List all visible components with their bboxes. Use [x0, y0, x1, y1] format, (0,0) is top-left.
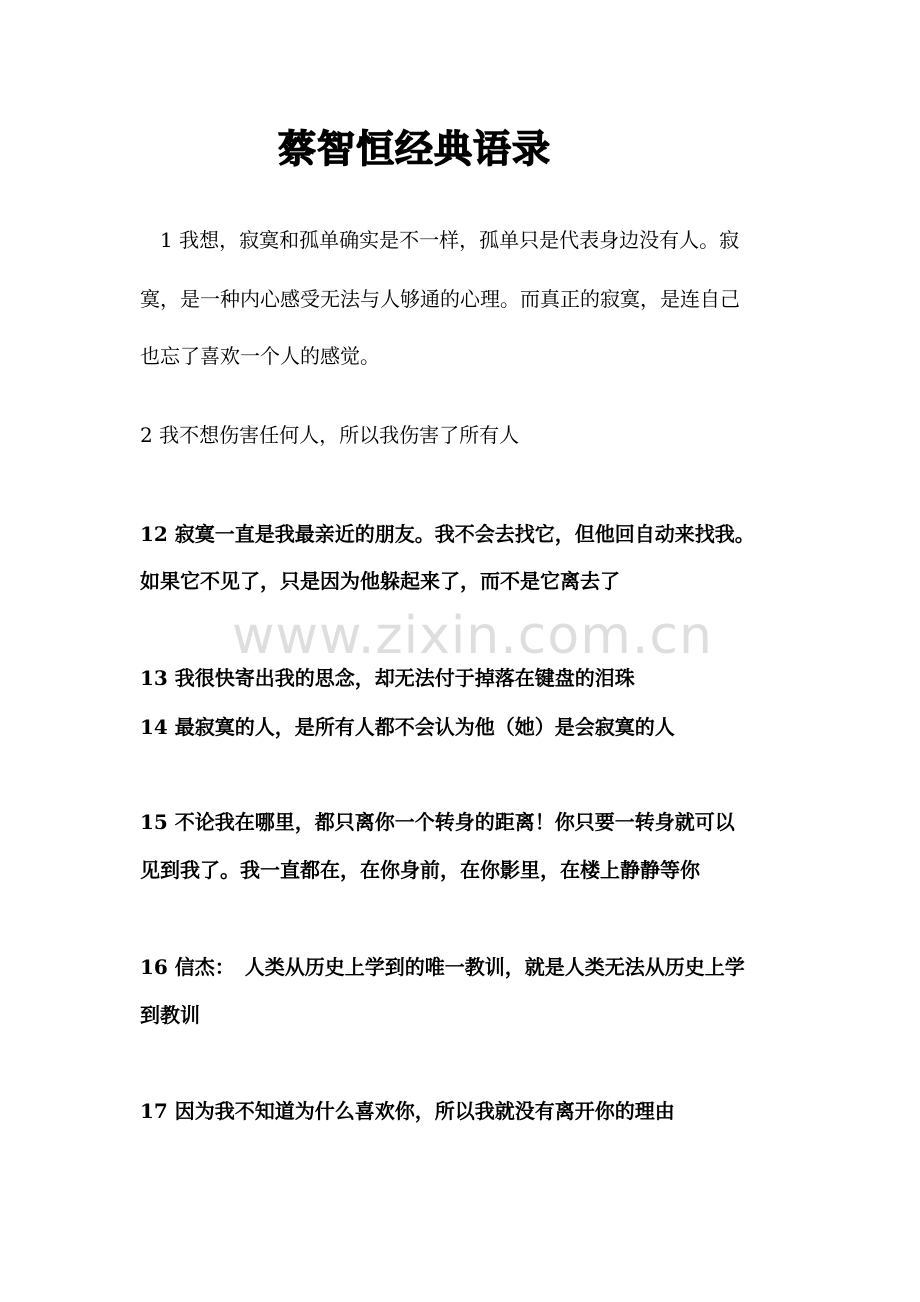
quote-line: 2 我不想伤害任何人，所以我伤害了所有人 — [140, 423, 520, 447]
quote-line: 见到我了。我一直都在，在你身前，在你影里，在楼上静静等你 — [140, 858, 700, 882]
quote-line: 如果它不见了，只是因为他躲起来了，而不是它离去了 — [140, 569, 620, 593]
quote-line: 17 因为我不知道为什么喜欢你，所以我就没有离开你的理由 — [140, 1099, 675, 1123]
quote-line: 也忘了喜欢一个人的感觉。 — [140, 344, 380, 368]
quote-line: 13 我很快寄出我的思念，却无法付于掉落在键盘的泪珠 — [140, 666, 635, 690]
quote-line: 1 我想，寂寞和孤单确实是不一样，孤单只是代表身边没有人。寂 — [160, 228, 740, 252]
quote-line: 15 不论我在哪里，都只离你一个转身的距离！你只要一转身就可以 — [140, 810, 735, 834]
quote-line: 12 寂寞一直是我最亲近的朋友。我不会去找它，但他回自动来找我。 — [140, 522, 755, 546]
quote-line: 14 最寂寞的人，是所有人都不会认为他（她）是会寂寞的人 — [140, 715, 675, 739]
quote-line: 16 信杰： 人类从历史上学到的唯一教训，就是人类无法从历史上学 — [140, 955, 745, 979]
watermark: www.zixin.com.cn — [232, 606, 713, 666]
quote-line: 到教训 — [140, 1003, 200, 1027]
document-title: 蔡智恒经典语录 — [278, 127, 552, 171]
quote-line: 寞，是一种内心感受无法与人够通的心理。而真正的寂寞，是连自己 — [140, 287, 740, 311]
